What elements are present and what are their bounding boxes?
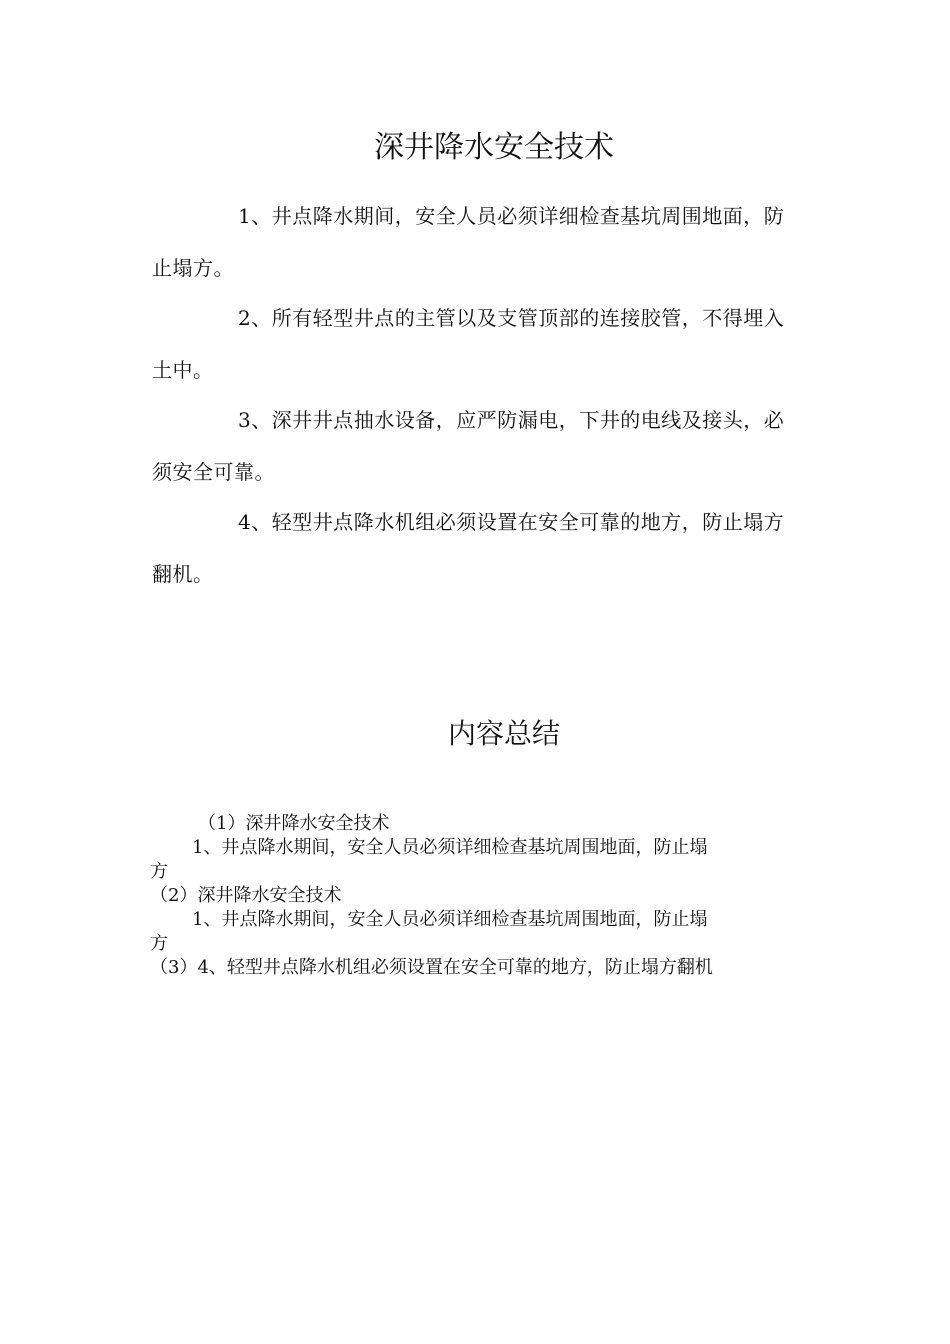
summary-title: 内容总结 (448, 717, 561, 750)
summary-section (150, 812, 800, 980)
summary-line-1: （1）深井降水安全技术 (198, 813, 390, 834)
document-title-text: 深井降水安全技术 (374, 130, 614, 165)
summary-line-5: 1、井点降水期间，安全人员必须详细检查基坑周围地面，防止塌 (192, 909, 708, 930)
paragraph-2: 2、所有轻型井点的主管以及支管顶部的连接胶管，不得埋入土中。 (152, 306, 785, 382)
paragraph-4: 4、轻型井点降水机组必须设置在安全可靠的地方，防止塌方翻机。 (152, 510, 785, 586)
summary-line-6: 方 (150, 933, 168, 954)
summary-line-3: 方 (150, 861, 168, 882)
summary-line-7: （3）4、轻型井点降水机组必须设置在安全可靠的地方，防止塌方翻机 (150, 957, 713, 978)
paragraph-1: 1、井点降水期间，安全人员必须详细检查基坑周围地面，防止塌方。 (152, 204, 785, 280)
summary-line-2: 1、井点降水期间，安全人员必须详细检查基坑周围地面，防止塌 (192, 837, 708, 858)
summary-line-4: （2）深井降水安全技术 (150, 885, 342, 906)
paragraph-3: 3、深井井点抽水设备，应严防漏电，下井的电线及接头，必须安全可靠。 (152, 408, 785, 484)
